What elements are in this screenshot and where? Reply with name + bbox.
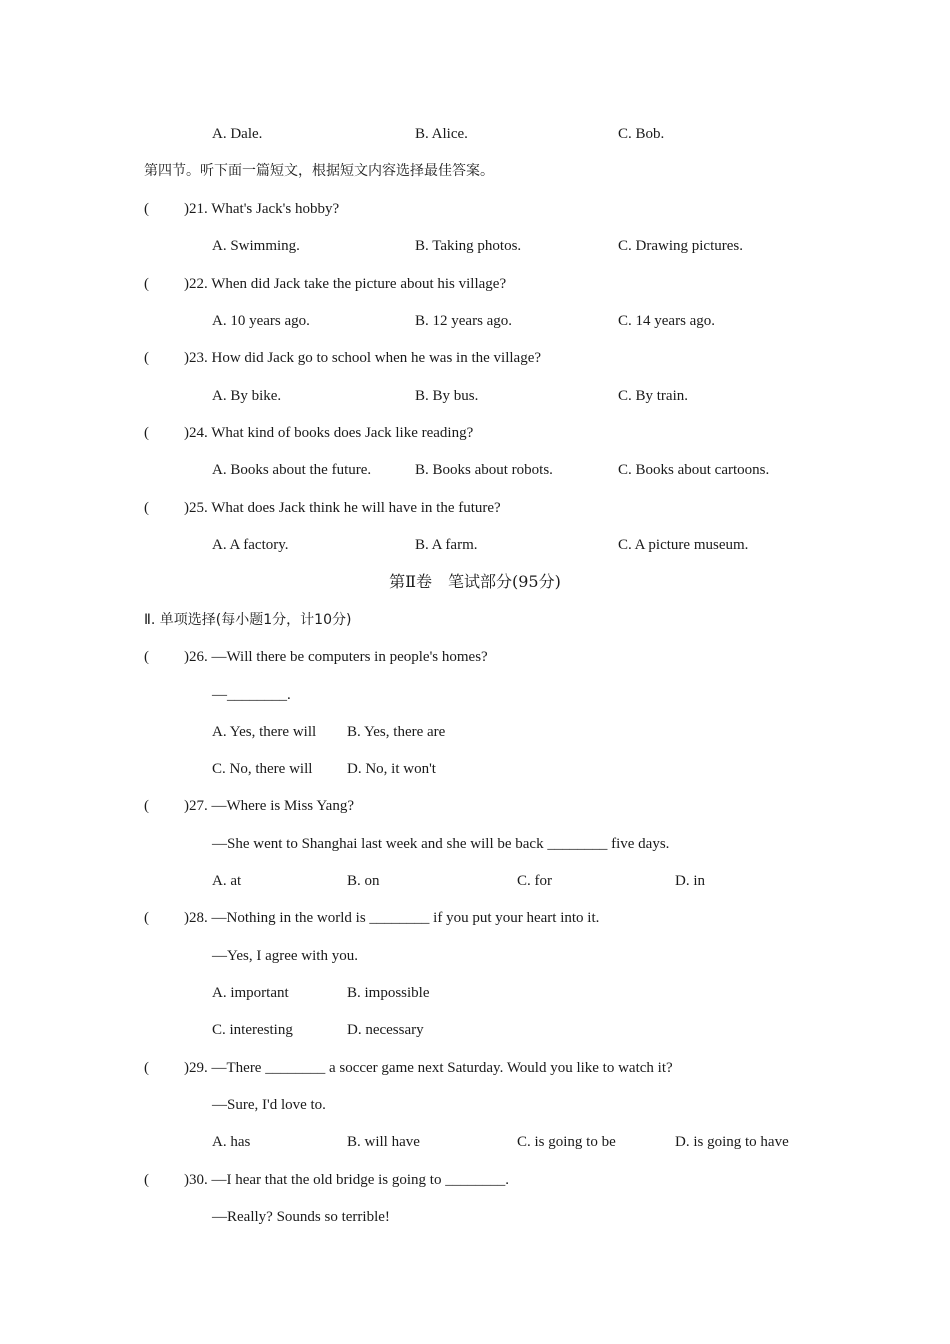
option-q20-c: C. Bob. xyxy=(618,126,665,142)
option-q28-a: A. important xyxy=(212,985,289,1001)
option-q27-d: D. in xyxy=(675,873,705,889)
option-q26-b: B. Yes, there are xyxy=(347,724,446,740)
option-q23-b: B. By bus. xyxy=(415,388,479,404)
option-q28-d: D. necessary xyxy=(347,1022,424,1038)
option-q26-a: A. Yes, there will xyxy=(212,724,317,740)
question-28: )28. —Nothing in the world is ________ if you put your heart into it. xyxy=(184,910,600,926)
answer-paren: ( xyxy=(144,798,149,814)
answer-paren: ( xyxy=(144,649,149,665)
option-q27-b: B. on xyxy=(347,873,380,889)
section-2-heading: Ⅱ. 单项选择(每小题1分，计10分) xyxy=(144,612,352,628)
answer-paren: ( xyxy=(144,1060,149,1076)
option-q29-c: C. is going to be xyxy=(517,1134,616,1150)
option-q25-c: C. A picture museum. xyxy=(618,537,749,553)
question-30: )30. —I hear that the old bridge is going to ________. xyxy=(184,1172,509,1188)
option-q29-b: B. will have xyxy=(347,1134,420,1150)
reply-q29: —Sure, I'd love to. xyxy=(212,1097,326,1113)
answer-paren: ( xyxy=(144,1172,149,1188)
question-27: )27. —Where is Miss Yang? xyxy=(184,798,354,814)
option-q23-c: C. By train. xyxy=(618,388,688,404)
option-q21-c: C. Drawing pictures. xyxy=(618,238,743,254)
question-24: )24. What kind of books does Jack like reading? xyxy=(184,425,474,441)
option-q27-a: A. at xyxy=(212,873,242,889)
option-q24-c: C. Books about cartoons. xyxy=(618,462,770,478)
option-q22-b: B. 12 years ago. xyxy=(415,313,513,329)
option-q22-a: A. 10 years ago. xyxy=(212,313,310,329)
question-25: )25. What does Jack think he will have in the future? xyxy=(184,500,501,516)
answer-paren: ( xyxy=(144,425,149,441)
section-4-heading: 第四节。听下面一篇短文，根据短文内容选择最佳答案。 xyxy=(144,163,494,179)
question-29: )29. —There ________ a soccer game next Saturday. Would you like to watch it? xyxy=(184,1060,673,1076)
part-2-title: 第Ⅱ卷 笔试部分(95分) xyxy=(389,572,561,591)
answer-paren: ( xyxy=(144,910,149,926)
option-q24-a: A. Books about the future. xyxy=(212,462,372,478)
option-q21-a: A. Swimming. xyxy=(212,238,300,254)
reply-q30: —Really? Sounds so terrible! xyxy=(212,1209,390,1225)
question-21: )21. What's Jack's hobby? xyxy=(184,201,340,217)
reply-q26: —________. xyxy=(212,687,291,703)
option-q24-b: B. Books about robots. xyxy=(415,462,553,478)
option-q20-a: A. Dale. xyxy=(212,126,263,142)
option-q29-d: D. is going to have xyxy=(675,1134,789,1150)
option-q20-b: B. Alice. xyxy=(415,126,468,142)
answer-paren: ( xyxy=(144,500,149,516)
question-22: )22. When did Jack take the picture about his village? xyxy=(184,276,507,292)
option-q27-c: C. for xyxy=(517,873,552,889)
option-q28-b: B. impossible xyxy=(347,985,430,1001)
option-q22-c: C. 14 years ago. xyxy=(618,313,716,329)
option-q29-a: A. has xyxy=(212,1134,251,1150)
option-q25-a: A. A factory. xyxy=(212,537,289,553)
option-q26-c: C. No, there will xyxy=(212,761,313,777)
option-q25-b: B. A farm. xyxy=(415,537,478,553)
reply-q28: —Yes, I agree with you. xyxy=(212,948,358,964)
option-q28-c: C. interesting xyxy=(212,1022,293,1038)
option-q23-a: A. By bike. xyxy=(212,388,282,404)
question-23: )23. How did Jack go to school when he was in the village? xyxy=(184,350,542,366)
option-q21-b: B. Taking photos. xyxy=(415,238,522,254)
question-26: )26. —Will there be computers in people's homes? xyxy=(184,649,488,665)
answer-paren: ( xyxy=(144,276,149,292)
answer-paren: ( xyxy=(144,201,149,217)
reply-q27: —She went to Shanghai last week and she will be back ________ five days. xyxy=(212,836,670,852)
answer-paren: ( xyxy=(144,350,149,366)
option-q26-d: D. No, it won't xyxy=(347,761,436,777)
